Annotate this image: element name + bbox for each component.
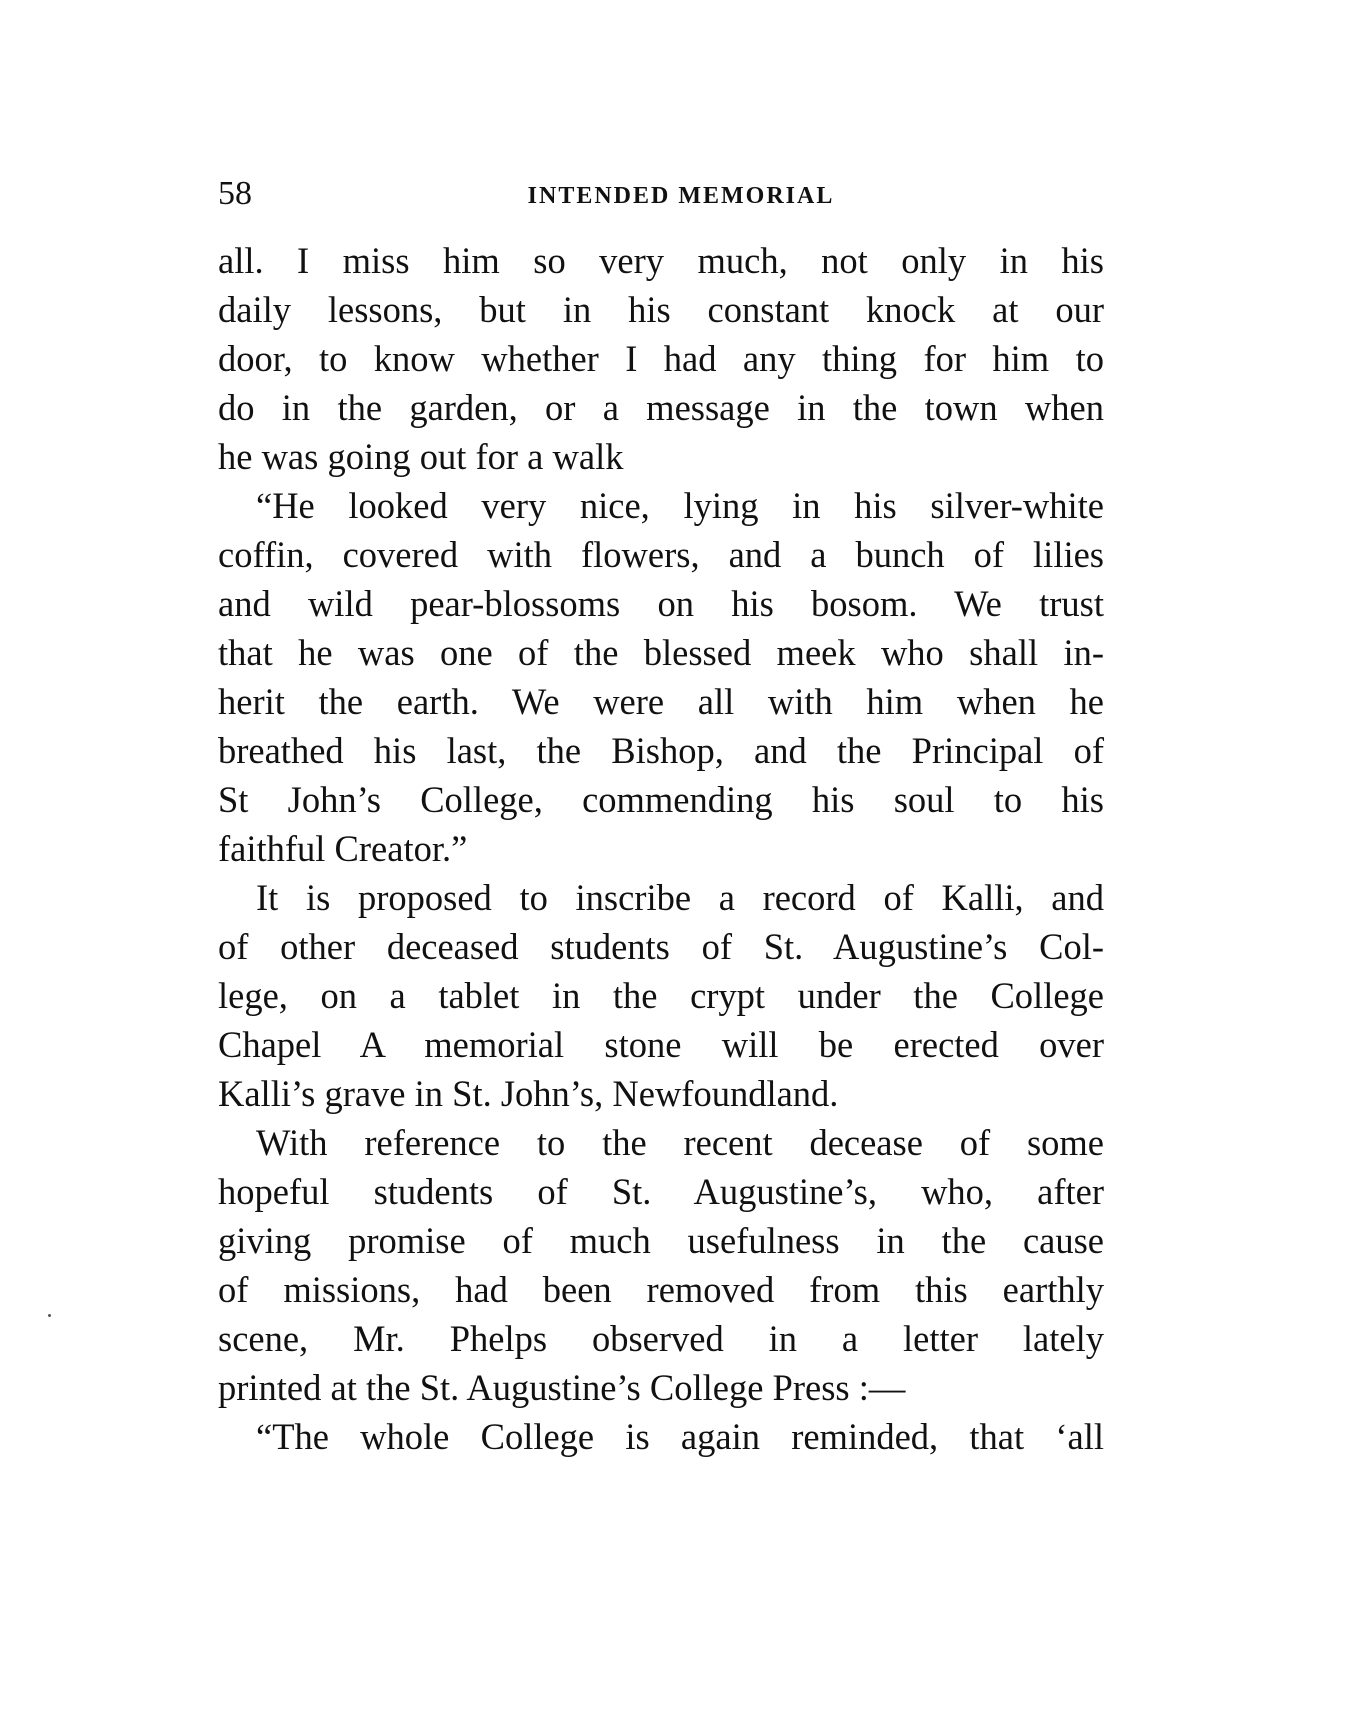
text-line: he was going out for a walk [218,436,624,477]
text-line: that he was one of the blessed meek who shall in- [218,632,1104,673]
text-line: It is proposed to inscribe a record of Kalli, and [256,877,1104,918]
paragraph-5 [218,1412,1104,1461]
text-line: scene, Mr. Phelps observed in a letter lately [218,1318,1104,1359]
text-line: do in the garden, or a message in the town when [218,387,1104,428]
page-number: 58 [218,175,252,212]
paragraph-3 [218,873,1104,1118]
text-line: giving promise of much usefulness in the cause [218,1220,1104,1261]
text-line: daily lessons, but in his constant knock at our [218,289,1104,330]
body-text [218,236,1104,1461]
text-line: of other deceased students of St. Augustine’s Col- [218,926,1104,967]
text-line: Chapel A memorial stone will be erected over [218,1024,1104,1065]
text-line: faithful Creator.” [218,828,468,869]
text-line: “He looked very nice, lying in his silver-white [256,485,1104,526]
text-line: lege, on a tablet in the crypt under the College [218,975,1104,1016]
text-line: With reference to the recent decease of some [256,1122,1104,1163]
paragraph-1 [218,236,1104,481]
paragraph-4 [218,1118,1104,1412]
text-line: St John’s College, commending his soul to his [218,779,1104,820]
text-line: “The whole College is again reminded, that ‘all [256,1416,1104,1457]
text-line: all. I miss him so very much, not only in his [218,240,1104,281]
text-line: of missions, had been removed from this earthly [218,1269,1104,1310]
text-line: coffin, covered with flowers, and a bunch of lilies [218,534,1104,575]
text-line: Kalli’s grave in St. John’s, Newfoundland. [218,1073,839,1114]
text-line: herit the earth. We were all with him when he [218,681,1104,722]
text-line: hopeful students of St. Augustine’s, who, after [218,1171,1104,1212]
text-line: door, to know whether I had any thing for him to [218,338,1104,379]
text-line: breathed his last, the Bishop, and the Principal of [218,730,1104,771]
running-head [218,172,1104,216]
text-line: and wild pear-blossoms on his bosom. We trust [218,583,1104,624]
paragraph-2 [218,481,1104,873]
text-line: printed at the St. Augustine’s College Press :— [218,1367,906,1408]
running-title: INTENDED MEMORIAL [527,183,835,209]
scan-speck [48,1314,51,1317]
